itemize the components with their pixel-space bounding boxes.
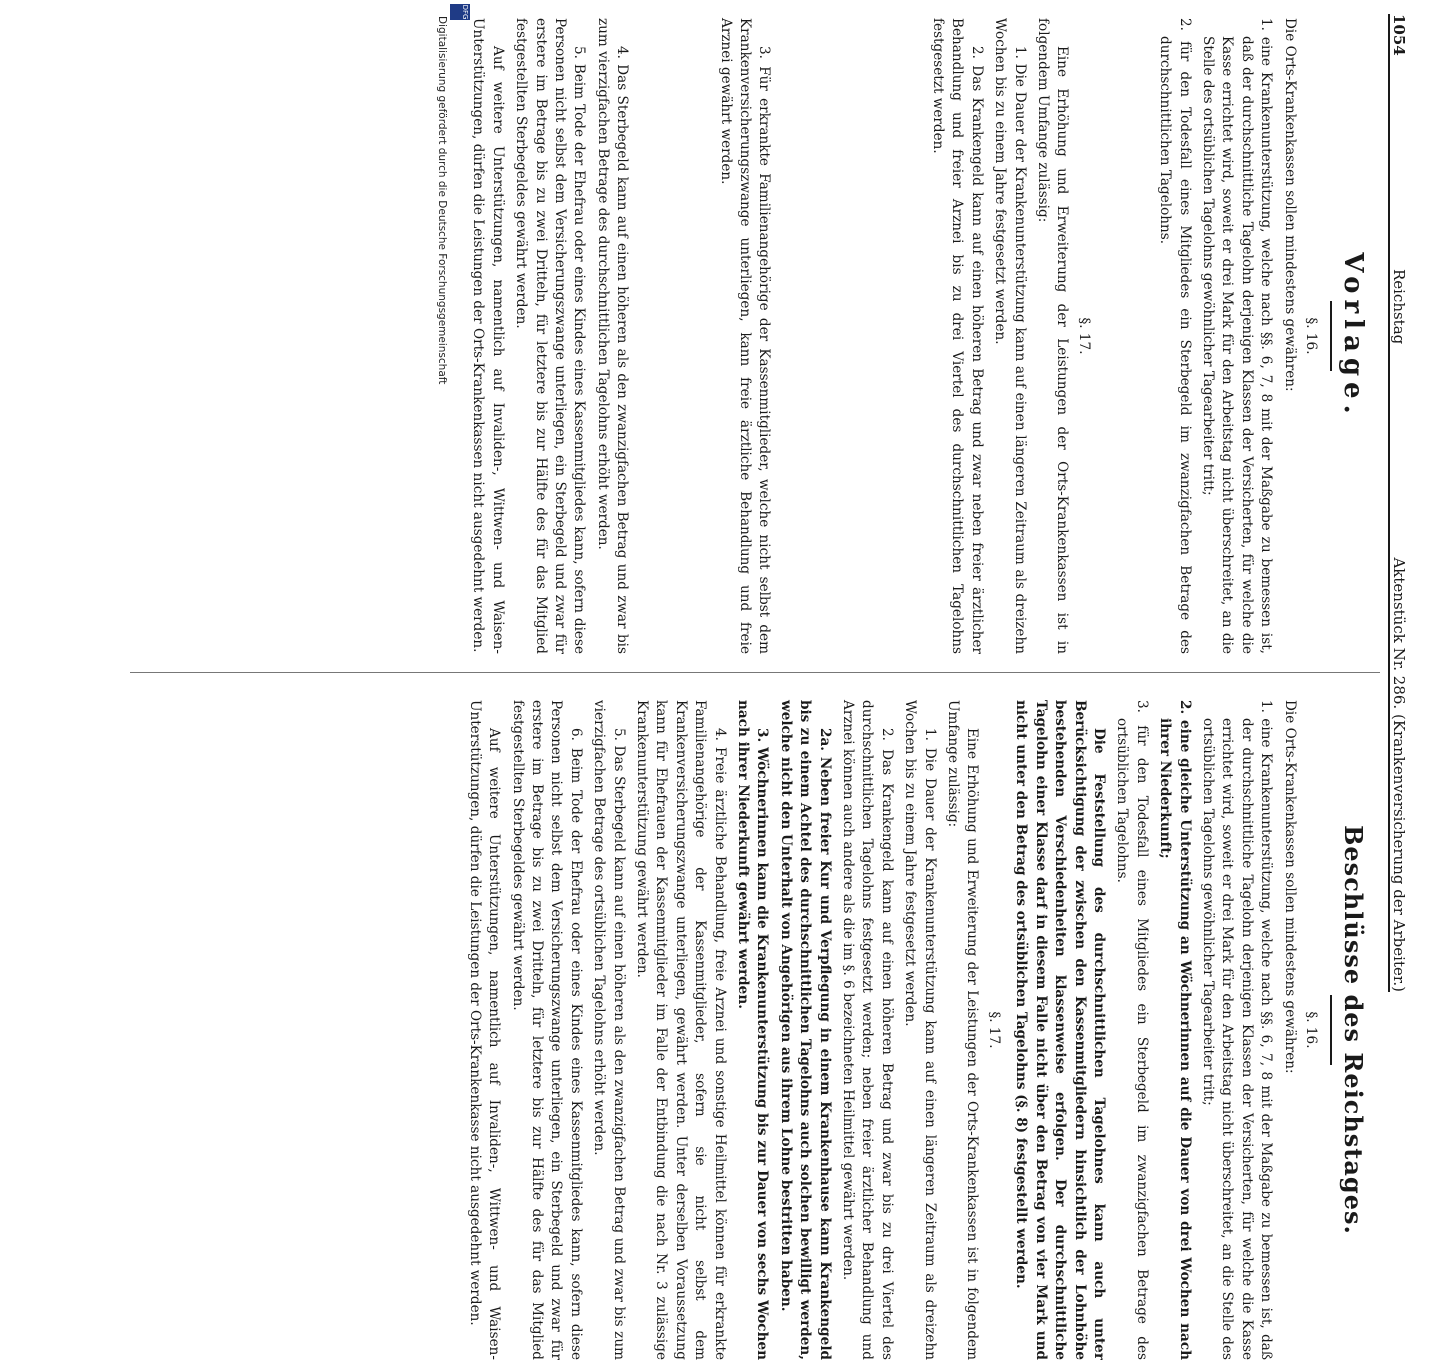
section-17-heading: §. 17.	[985, 1011, 1002, 1049]
left-column-vorlage	[464, 18, 1376, 654]
section-16-intro: Die Orts-Krankenkassen sollen mindestens gewähren:	[1281, 700, 1298, 1074]
section-17-item-1: 1. Die Dauer der Krankenunterstützung kann auf einen längeren Zeitraum als dreizehn Wochen bis zu einem Jahre festgesetzt werden.	[902, 700, 938, 1360]
document-number: Aktenstück Nr. 286.	[1390, 557, 1408, 710]
section-16-item-3: 3. für den Todesfall eines Mitgliedes ein Sterbegeld im zwanzigfachen Betrage des ortsüblichen Tagelohns.	[1114, 700, 1150, 1360]
section-16-closing: Die Feststellung des durchschnittlichen Tagelohnes kann auch unter Berücksichtigung der zwischen den Kassenmitgliedern hinsichtlich der Lohnhöhe bestehenden Verschiedenheiten klassenweise erfolgen. Der durchschnittliche Tagelohn einer Klasse darf in diesem Falle nicht über den Betrag von vier Mark und nicht unter den Betrag des ortsüblichen Tagelohns (§. 8) festgestellt werden.	[1013, 700, 1107, 1360]
section-16-item-1: 1. eine Krankenunterstützung, welche nach §§. 6, 7, 8 mit der Maßgabe zu bemessen ist, daß der durchschnittliche Tagelohn derjenigen Klassen der Versicherten, für welche die Kasse errichtet wird, soweit er drei Mark für den Arbeitstag nicht überschreitet, an die Stelle des ortsüblichen Tagelohns gewöhnlicher Tagearbeiter tritt;	[1199, 18, 1275, 654]
section-16-item-2: 2. für den Todesfall eines Mitgliedes ein Sterbegeld im zwanzigfachen Betrage des durchschnittlichen Tagelohns.	[1157, 18, 1193, 654]
section-17-item-2: 2. Das Krankengeld kann auf einen höheren Betrag und zwar bis zu drei Viertel des durchschnittlichen Tagelohns festgesetzt werden; neben freier ärztlicher Behandlung und Arznei können auch andere als die im §. 6 bezeichneten Heilmittel gewährt werden.	[840, 700, 895, 1360]
section-17-intro: Eine Erhöhung und Erweiterung der Leistungen der Orts-Krankenkassen ist in folgendem Umfange zulässig:	[1034, 18, 1071, 654]
header-left-title: Reichstag	[1390, 268, 1408, 345]
section-16-heading: §. 16.	[1303, 1011, 1319, 1049]
section-17-item-4: 4. Das Sterbegeld kann auf einen höheren als den zwanzigfachen Betrag und zwar bis zum vierzigfachen Betrage des durchschnittlichen Tagelohns erhöht werden.	[594, 18, 631, 654]
section-16-item-2: 2. eine gleiche Unterstützung an Wöchnerinnen auf die Dauer von drei Wochen nach ihrer Niederkunft;	[1157, 700, 1193, 1360]
left-column-title: Vorlage.	[1338, 252, 1368, 420]
left-title-rule	[1330, 301, 1332, 371]
page-header	[1390, 14, 1418, 992]
page-number: 1054	[1390, 14, 1408, 56]
section-17-item-3: 3. Für erkrankte Familienangehörige der Kassenmitglieder, welche nicht selbst dem Krankenversicherungszwange unterliegen, kann freie ärztliche Behandlung und freie Arznei gewährt werden.	[717, 18, 773, 654]
section-17-item-5: 5. Das Sterbegeld kann auf einen höheren als den zwanzigfachen Betrag und zwar bis zum vierzigfachen Betrage des ortsüblichen Tagelohns erhöht werden.	[591, 700, 627, 1360]
document-subtitle: (Krankenversicherung der Arbeiter.)	[1390, 713, 1408, 992]
section-17-item-6: 6. Beim Tode der Ehefrau oder eines Kindes eines Kassenmitgliedes kann, sofern diese Personen nicht selbst dem Versicherungszwange unterliegen, ein Sterbegeld und zwar für erstere im Betrage bis zu zwei Dritteln, für letztere bis zur Hälfte des für das Mitglied festgestellten Sterbegeldes gewährt werden.	[509, 700, 584, 1360]
column-divider	[130, 672, 1380, 673]
section-17-item-2: 2. Das Krankengeld kann auf einen höheren Betrag und zwar neben freier ärztlicher Behandlung und freier Arznei bis zu drei Viertel des durchschnittlichen Tagelohns festgesetzt werden.	[929, 18, 985, 654]
section-17-item-3: 3. Wöchnerinnen kann die Krankenunterstützung bis zur Dauer von sechs Wochen nach ihrer Niederkunft gewährt werden.	[735, 700, 771, 1360]
section-16-heading: §. 16.	[1303, 317, 1319, 355]
section-16-item-1: 1. eine Krankenunterstützung, welche nach §§. 6, 7, 8 mit der Maßgabe zu bemessen ist, daß der durchschnittliche Tagelohn derjenigen Klassen der Versicherten, für welche die Kasse errichtet wird, soweit er drei Mark für den Arbeitstag nicht überschreitet, an die Stelle des ortsüblichen Tagelohns gewöhnlicher Tagearbeiter tritt;	[1199, 700, 1275, 1360]
section-16-intro: Die Orts-Krankenkassen sollen mindestens gewähren:	[1281, 18, 1298, 392]
right-column-beschluesse	[460, 700, 1376, 1360]
header-rule	[1388, 14, 1390, 992]
section-17-item-4: 4. Freie ärztliche Behandlung, freie Arznei und sonstige Heilmittel können für erkrankte Familienangehörige der Kassenmitglieder, sofern sie nicht selbst dem Krankenversicherungszwange unterliegen, gewährt werden. Unter derselben Voraussetzung kann für Ehefrauen der Kassenmitglieder im Falle der Entbindung die nach Nr. 3 zulässige Krankenunterstützung gewährt werden.	[634, 700, 728, 1360]
spacer	[1101, 18, 1151, 654]
section-17-item-2a: 2a. Neben freier Kur und Verpflegung in einem Krankenhause kann Krankengeld bis zu einem Achtel des durchschnittlichen Tagelohns auch solchen bewilligt werden, welche nicht den Unterhalt von Angehörigen aus ihrem Lohne bestritten haben.	[777, 700, 833, 1360]
header-right-title	[1390, 557, 1408, 992]
section-17-item-1: 1. Die Dauer der Krankenunterstützung kann auf einen längeren Zeitraum als dreizehn Wochen bis zu einem Jahre festgesetzt werden.	[992, 18, 1028, 654]
section-17-closing: Auf weitere Unterstützungen, namentlich auf Invaliden-, Wittwen- und Waisen-Unterstützungen, dürfen die Leistungen der Orts-Krankenkassen nicht ausgedehnt werden.	[470, 18, 506, 654]
section-17-closing: Auf weitere Unterstützungen, namentlich auf Invaliden-, Wittwen- und Waisen-Unterstützungen, dürfen die Leistungen der Orts-Krankenkasse nicht ausgedehnt werden.	[466, 700, 503, 1360]
section-17-item-5: 5. Beim Tode der Ehefrau oder eines Kindes eines Kassenmitgliedes kann, sofern diese Personen nicht selbst dem Versicherungszwange unterliegen, ein Sterbegeld und zwar für erstere im Betrage bis zu zwei Dritteln, für letztere bis zur Hälfte des für das Mitglied festgestellten Sterbegeldes gewährt werden.	[513, 18, 588, 654]
dfg-logo-icon: DFG	[450, 4, 470, 20]
section-17-heading: §. 17.	[1075, 317, 1092, 355]
spacer	[774, 18, 924, 654]
right-title-rule	[1330, 995, 1332, 1065]
digitization-credit: Digitalisierung gefördert durch die Deutsche Forschungsgemeinschaft	[436, 16, 448, 385]
spacer	[631, 18, 711, 654]
section-17-intro: Eine Erhöhung und Erweiterung der Leistungen der Orts-Krankenkassen ist in folgendem Umfange zulässig:	[945, 700, 981, 1360]
right-column-title: Beschlüsse des Reichstages.	[1339, 825, 1368, 1235]
